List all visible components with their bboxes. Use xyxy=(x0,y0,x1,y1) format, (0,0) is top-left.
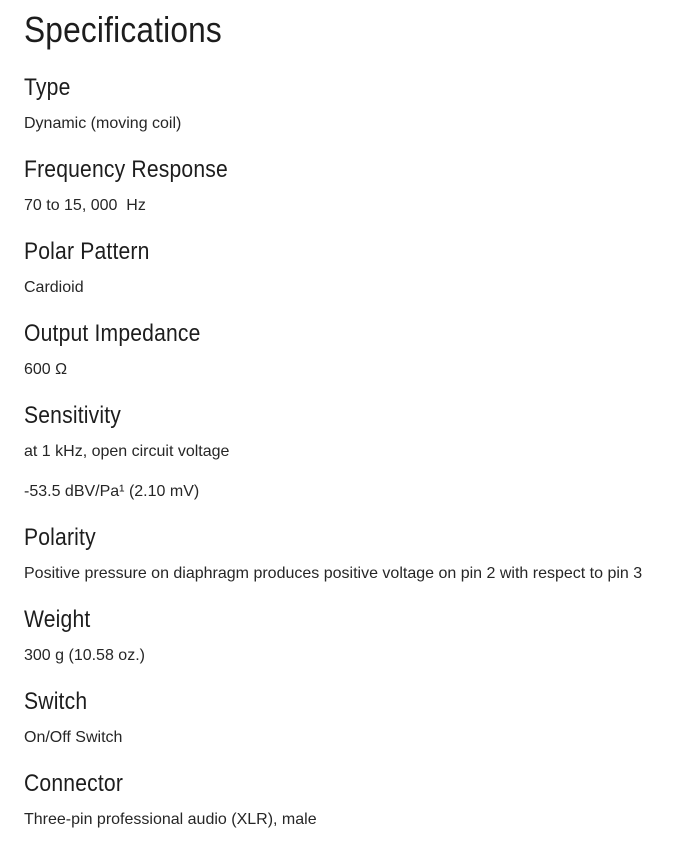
spec-label-text: Polarity xyxy=(24,524,96,551)
spec-value: -53.5 dBV/Pa¹ (2.10 mV) xyxy=(24,483,200,500)
spec-value: 70 to 15, 000 Hz xyxy=(24,197,146,214)
spec-label xyxy=(24,687,676,716)
spec-label xyxy=(24,769,676,798)
spec-section-output-impedance xyxy=(24,319,676,379)
spec-label xyxy=(24,401,676,430)
spec-label xyxy=(24,155,676,184)
spec-label-text: Sensitivity xyxy=(24,402,122,429)
spec-value: Dynamic (moving coil) xyxy=(24,115,182,132)
spec-label-text: Type xyxy=(24,74,71,101)
spec-value: On/Off Switch xyxy=(24,729,123,746)
spec-label xyxy=(24,523,676,552)
spec-section-type xyxy=(24,73,676,133)
page-title xyxy=(24,8,676,51)
spec-label xyxy=(24,237,676,266)
spec-value: Three-pin professional audio (XLR), male xyxy=(24,811,317,828)
spec-section-polar-pattern xyxy=(24,237,676,297)
spec-label-text: Connector xyxy=(24,770,124,797)
spec-label-text: Weight xyxy=(24,606,91,633)
spec-label-text: Frequency Response xyxy=(24,156,228,183)
spec-label xyxy=(24,73,676,102)
spec-label-text: Switch xyxy=(24,688,88,715)
spec-section-polarity xyxy=(24,523,676,583)
spec-label-text: Polar Pattern xyxy=(24,238,150,265)
spec-section-frequency-response xyxy=(24,155,676,215)
spec-label xyxy=(24,319,676,348)
spec-value: 300 g (10.58 oz.) xyxy=(24,647,145,664)
spec-section-connector xyxy=(24,769,676,829)
spec-label-text: Output Impedance xyxy=(24,320,201,347)
spec-value: at 1 kHz, open circuit voltage xyxy=(24,443,230,460)
spec-label xyxy=(24,605,676,634)
page-title-text: Specifications xyxy=(24,9,222,50)
spec-value: 600 Ω xyxy=(24,361,68,378)
spec-value: Cardioid xyxy=(24,279,84,296)
spec-section-switch xyxy=(24,687,676,747)
spec-section-weight xyxy=(24,605,676,665)
spec-value: Positive pressure on diaphragm produces positive voltage on pin 2 with respect to pin 3 xyxy=(24,565,643,582)
spec-section-sensitivity xyxy=(24,401,676,501)
